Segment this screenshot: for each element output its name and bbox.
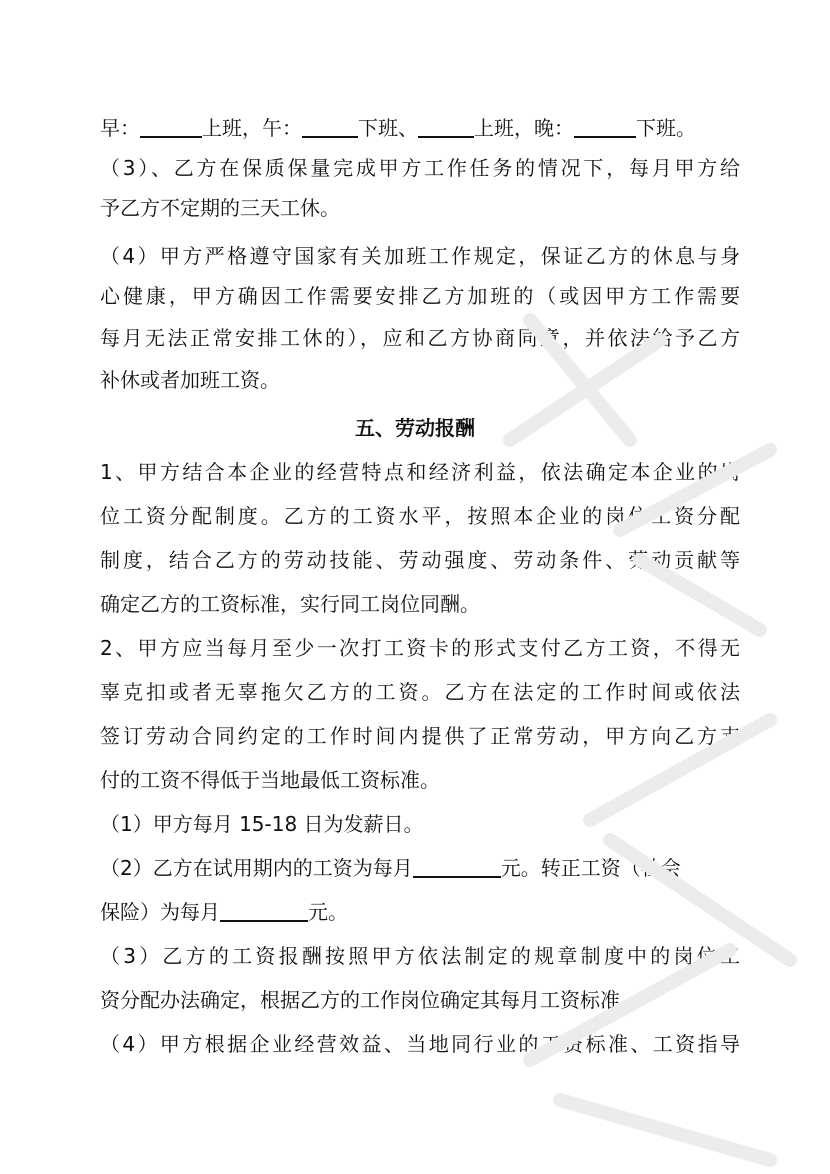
paragraph-line: 每月无法正常安排工休的），应和乙方协商同意，并依法给予乙方 [100,326,740,350]
watermark-stroke [560,1100,770,1160]
paragraph-line: （4）甲方根据企业经营效益、当地同行业的工资标准、工资指导 [100,1032,740,1056]
text-morning: 早： [100,116,140,140]
paragraph-line: 付的工资不得低于当地最低工资标准。 [100,768,440,792]
paragraph-line: 资分配办法确定，根据乙方的工作岗位确定其每月工资标准。 [100,988,640,1012]
text-noon: 上班，午： [202,116,302,140]
text-regular: 元。转正工资（社会 [500,856,681,880]
paragraph-line: （3）乙方的工资报酬按照甲方依法制定的规章制度中的岗位工 [100,944,740,968]
blank-evening-end [574,114,636,138]
section-heading: 五、劳动报酬 [355,416,475,440]
paragraph-line: 签订劳动合同约定的工作时间内提供了正常劳动，甲方向乙方支 [100,724,740,748]
paragraph-line: （3）、乙方在保质保量完成甲方工作任务的情况下，每月甲方给 [100,156,740,180]
regular-salary-line [100,896,740,928]
paragraph-line: 位工资分配制度。乙方的工资水平，按照本企业的岗位工资分配 [100,504,740,528]
blank-regular-salary [220,898,308,922]
paragraph-line: 1、甲方结合本企业的经营特点和经济利益，依法确定本企业的岗 [100,460,740,484]
text-insurance: 保险）为每月 [100,900,220,924]
work-hours-line [100,112,740,144]
blank-noon-end [302,114,358,138]
paragraph-line: 心健康，甲方确因工作需要安排乙方加班的（或因甲方工作需要 [100,284,740,308]
paragraph-line: 补休或者加班工资。 [100,368,280,392]
paragraph-line: 予乙方不定期的三天工休。 [100,196,340,220]
paragraph-line: 辜克扣或者无辜拖欠乙方的工资。乙方在法定的工作时间或依法 [100,680,740,704]
blank-probation-salary [413,854,501,878]
paragraph-line: 确定乙方的工资标准，实行同工岗位同酬。 [100,592,480,616]
text-evening: 上班，晚： [474,116,574,140]
paragraph-line: （1）甲方每月 15-18 日为发薪日。 [100,812,424,836]
paragraph-line: （4）甲方严格遵守国家有关加班工作规定，保证乙方的休息与身 [100,244,740,268]
paragraph-line: 2、甲方应当每月至少一次打工资卡的形式支付乙方工资，不得无 [100,636,740,660]
probation-salary-line [100,852,740,884]
paragraph-line: 制度，结合乙方的劳动技能、劳动强度、劳动条件、劳动贡献等 [100,548,740,572]
text-probation: （2）乙方在试用期内的工资为每月 [100,856,413,880]
blank-afternoon-start [418,114,474,138]
text-yuan: 元。 [308,900,348,924]
blank-morning-start [140,114,202,138]
text-off-2: 下班。 [636,116,696,140]
text-off-1: 下班、 [358,116,418,140]
